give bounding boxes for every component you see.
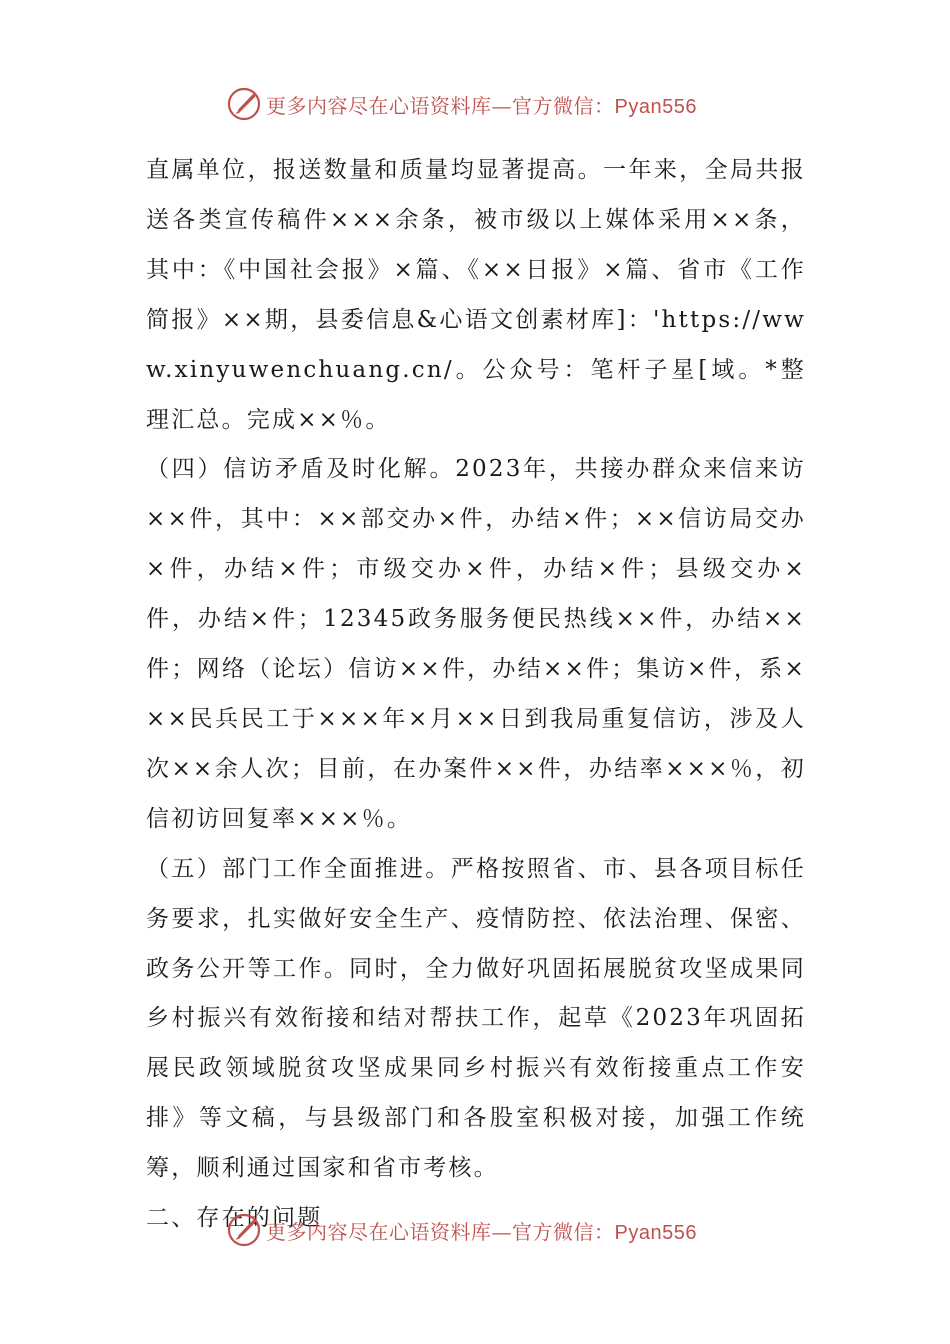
- paragraph-department-work: （五）部门工作全面推进。严格按照省、市、县各项目标任务要求，扎实做好安全生产、疫情防控、依法治理、保密、政务公开等工作。同时，全力做好巩固拓展脱贫攻坚成果同乡村振兴有效衔接和结对帮扶工作，起草《2023年巩固拓展民政领域脱贫攻坚成果同乡村振兴有效衔接重点工作安排》等文稿，与县级部门和各股室积极对接，加强工作统筹，顺利通过国家和省市考核。: [146, 855, 806, 1182]
- paragraph-publicity: 直属单位，报送数量和质量均显著提高。一年来，全局共报送各类宣传稿件×××余条，被市级以上媒体采用××条，其中：《中国社会报》×篇、《××日报》×篇、省市《工作简报》××期，县委信息&心语文创素材库]：'https://www.xinyuwenchuang.cn/。公众号：笔杆子星[域。*整理汇总。完成××％。: [146, 157, 806, 433]
- section-heading-problems: 二、存在的问题: [146, 1205, 323, 1232]
- header-banner-text: 更多内容尽在心语资料库—官方微信：Pyan556: [266, 93, 697, 118]
- footer-banner-text: 更多内容尽在心语资料库—官方微信：Pyan556: [266, 1219, 697, 1244]
- paragraph-petition: （四）信访矛盾及时化解。2023年，共接办群众来信来访××件，其中：××部交办×件，办结×件；××信访局交办×件，办结×件；市级交办×件，办结×件；县级交办×件，办结×件；12345政务服务便民热线××件，办结××件；网络（论坛）信访××件，办结××件；集访×件，系×××民兵民工于×××年×月××日到我局重复信访，涉及人次××余人次；目前，在办案件××件，办结率×××％，初信初访回复率×××％。: [146, 456, 806, 832]
- quill-pen-logo-icon: [226, 1212, 262, 1248]
- header-banner: [226, 84, 697, 124]
- quill-pen-logo-icon: [226, 86, 262, 122]
- footer-banner: [226, 1210, 697, 1250]
